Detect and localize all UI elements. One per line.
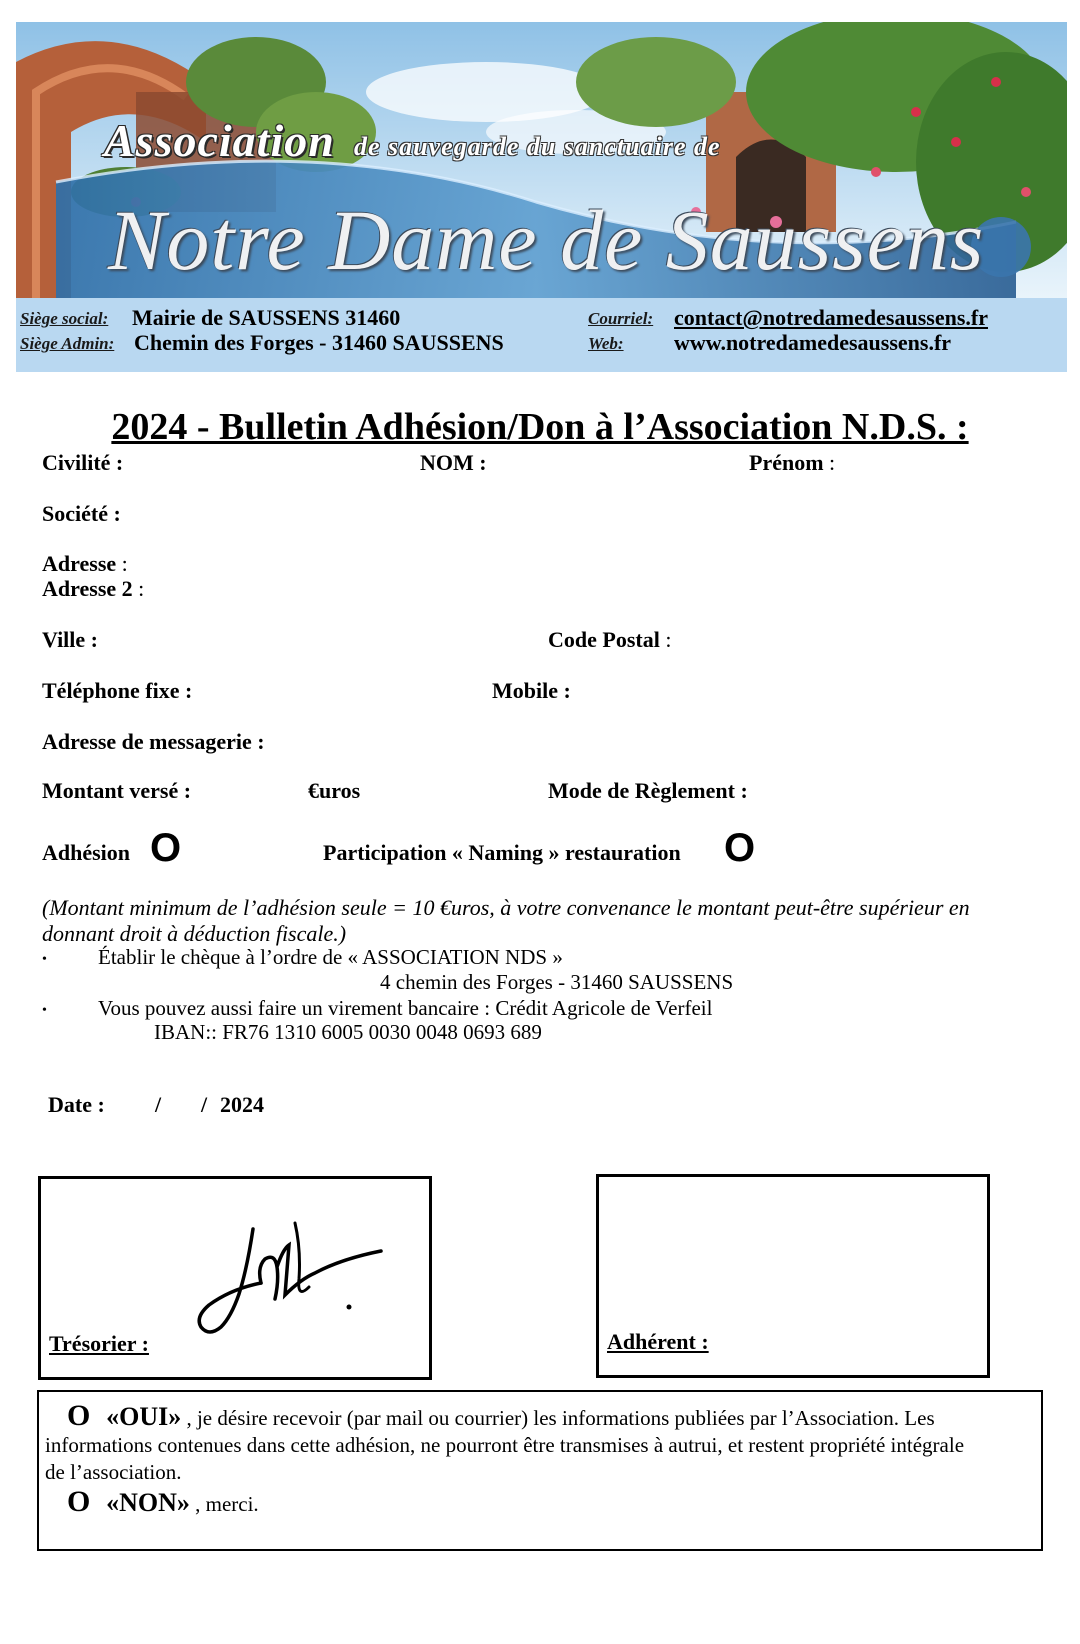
- prenom-label: Prénom :: [749, 450, 836, 475]
- banner-subtitle: de sauvegarde du sanctuaire de: [354, 132, 721, 161]
- tresorier-signature: [191, 1209, 391, 1339]
- courriel-label: Courriel:: [588, 309, 654, 328]
- consent-non-text: [45, 1485, 259, 1518]
- consent-non-checkbox[interactable]: O: [67, 1485, 91, 1518]
- civilite-label: Civilité :: [42, 450, 124, 475]
- adherent-signature-box[interactable]: [596, 1174, 990, 1378]
- adherent-label: Adhérent :: [607, 1329, 709, 1354]
- ville-label: Ville :: [42, 627, 98, 652]
- cheque-instruction: Établir le chèque à l’ordre de « ASSOCIATION NDS »: [98, 945, 563, 969]
- date-year: 2024: [220, 1092, 264, 1117]
- date-separator: /: [201, 1092, 208, 1117]
- mobile-label: Mobile :: [492, 678, 571, 703]
- cheque-address: 4 chemin des Forges - 31460 SAUSSENS: [380, 970, 734, 994]
- adhesion-checkbox[interactable]: O: [150, 826, 182, 870]
- oui-description: , je désire recevoir (par mail ou courrier) les informations publiées par l’Association. Les informations contenues dans cette adhésion, ne pourront être transmises à autrui, et restent propriété intégrale de l’association.: [45, 1406, 965, 1484]
- date-label: Date :: [48, 1092, 105, 1117]
- date-separator: /: [155, 1092, 162, 1117]
- adresse-label: Adresse :: [42, 551, 128, 576]
- web-link[interactable]: www.notredamedesaussens.fr: [674, 330, 952, 355]
- banner-info-bar: [16, 298, 1067, 372]
- montant-label: Montant versé :: [42, 778, 192, 803]
- adresse2-label: Adresse 2 :: [42, 576, 145, 601]
- bullet-icon: •: [42, 1003, 47, 1018]
- nom-label: NOM :: [420, 450, 487, 475]
- virement-instruction: Vous pouvez aussi faire un virement bancaire : Crédit Agricole de Verfeil: [98, 996, 713, 1020]
- adhesion-label: Adhésion: [42, 840, 131, 865]
- consent-box: [37, 1390, 1043, 1551]
- code-postal-label: Code Postal :: [548, 627, 672, 652]
- consent-oui-text: [45, 1399, 975, 1486]
- telephone-label: Téléphone fixe :: [42, 678, 193, 703]
- siege-admin-value: Chemin des Forges - 31460 SAUSSENS: [134, 330, 504, 355]
- form-title: 2024 - Bulletin Adhésion/Don à l’Association N.D.S. :: [111, 406, 969, 448]
- web-label: Web:: [588, 334, 624, 353]
- siege-admin-label: Siège Admin:: [20, 334, 115, 353]
- minimum-amount-note: (Montant minimum de l’adhésion seule = 10 €uros, à votre convenance le montant peut-être supérieur en donnant droit à déduction fiscale.): [42, 895, 970, 946]
- naming-label: Participation « Naming » restauration: [323, 840, 681, 865]
- societe-label: Société :: [42, 501, 121, 526]
- courriel-link[interactable]: contact@notredamedesaussens.fr: [674, 305, 988, 330]
- non-label: «NON»: [106, 1488, 190, 1517]
- siege-social-label: Siège social:: [20, 309, 109, 328]
- oui-label: «OUI»: [106, 1402, 182, 1431]
- euros-label: €uros: [308, 778, 361, 803]
- non-description: , merci.: [189, 1492, 259, 1516]
- header-banner: [16, 22, 1067, 372]
- mode-reglement-label: Mode de Règlement :: [548, 778, 748, 803]
- iban: IBAN:: FR76 1310 6005 0030 0048 0693 689: [154, 1020, 542, 1044]
- tresorier-signature-box: [38, 1176, 432, 1380]
- tresorier-label: Trésorier :: [49, 1331, 149, 1356]
- consent-oui-checkbox[interactable]: O: [67, 1399, 91, 1432]
- email-label: Adresse de messagerie :: [42, 729, 265, 754]
- banner-association-word: Association: [104, 115, 335, 166]
- naming-checkbox[interactable]: O: [724, 826, 756, 870]
- siege-social-value: Mairie de SAUSSENS 31460: [132, 305, 401, 330]
- banner-title: Notre Dame de Saussens: [108, 192, 985, 288]
- bullet-icon: •: [42, 952, 47, 967]
